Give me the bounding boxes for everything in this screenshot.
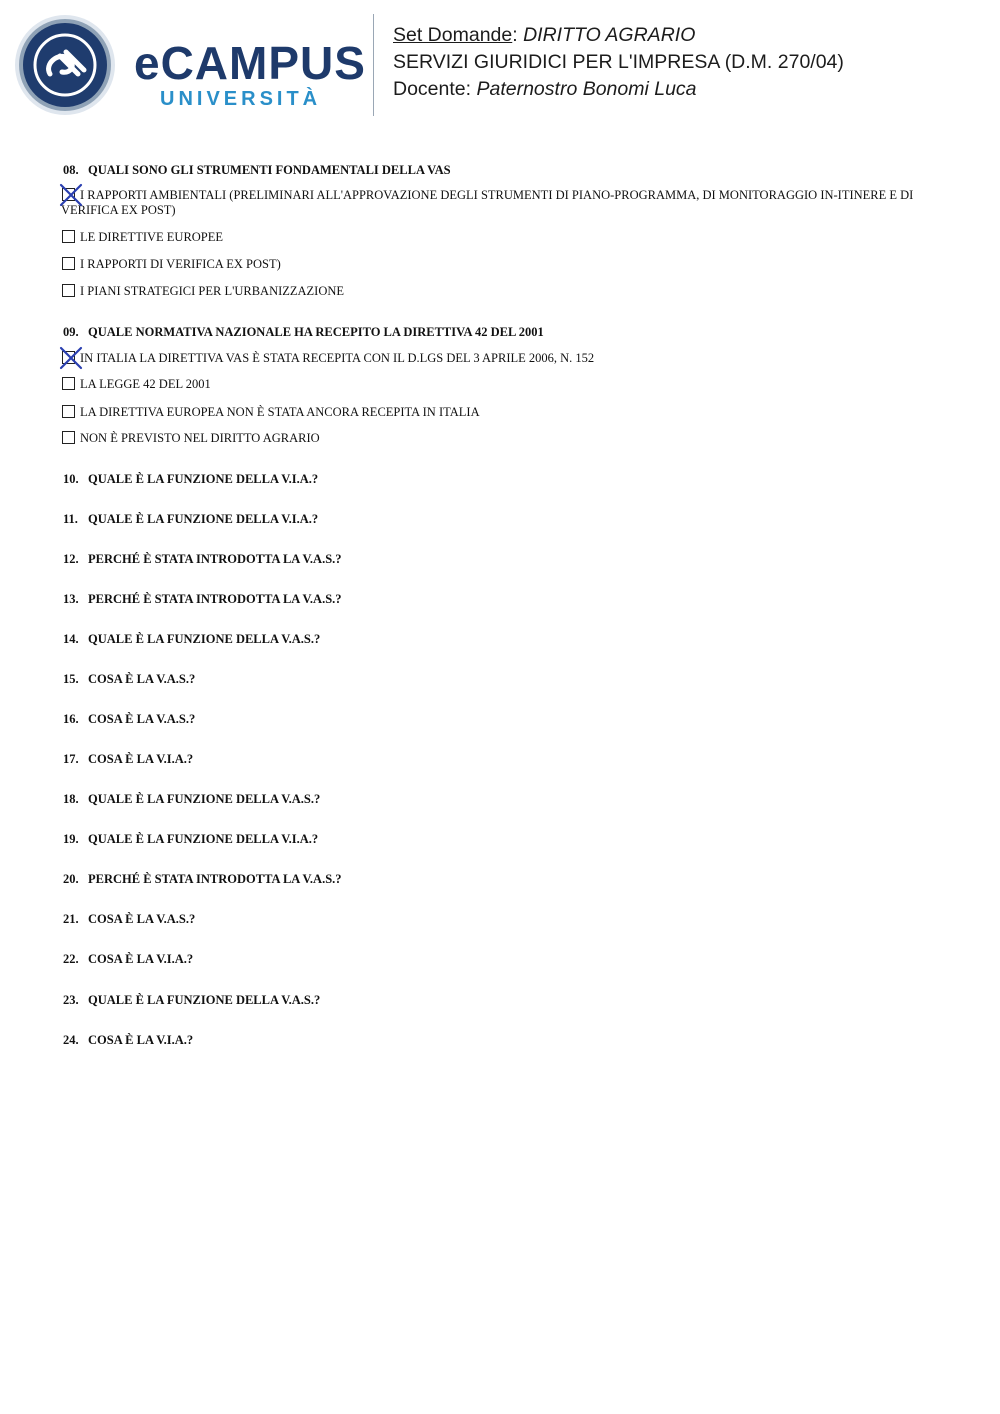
answer-checkbox[interactable] — [62, 405, 75, 418]
answer-text: I RAPPORTI DI VERIFICA EX POST) — [80, 257, 281, 271]
question-11 — [63, 512, 318, 527]
question-text: QUALI SONO GLI STRUMENTI FONDAMENTALI DELLA VAS — [88, 163, 451, 177]
docente-name: Paternostro Bonomi Luca — [476, 78, 697, 100]
question-text: PERCHÉ È STATA INTRODOTTA LA V.A.S.? — [88, 592, 342, 606]
answer-text: LA LEGGE 42 DEL 2001 — [80, 377, 211, 391]
question-19 — [63, 832, 318, 847]
question-number: 10. — [63, 472, 79, 486]
question-number: 14. — [63, 632, 79, 646]
header-docente-line — [393, 78, 697, 100]
question-16 — [63, 712, 195, 727]
answer-checkbox-checked[interactable] — [62, 351, 75, 364]
answer-option[interactable] — [62, 257, 942, 272]
question-text: PERCHÉ È STATA INTRODOTTA LA V.A.S.? — [88, 872, 342, 886]
question-number: 17. — [63, 752, 79, 766]
question-18 — [63, 792, 320, 807]
question-number: 19. — [63, 832, 79, 846]
question-text: QUALE È LA FUNZIONE DELLA V.I.A.? — [88, 472, 319, 486]
answer-checkbox[interactable] — [62, 377, 75, 390]
question-22 — [63, 952, 193, 967]
question-number: 11. — [63, 512, 78, 526]
question-24 — [63, 1033, 193, 1048]
answer-checkbox[interactable] — [62, 230, 75, 243]
answer-option[interactable] — [62, 405, 942, 420]
set-label: Set Domande — [393, 24, 513, 46]
answer-text-continued: VERIFICA EX POST) — [61, 203, 176, 217]
question-text: QUALE È LA FUNZIONE DELLA V.A.S.? — [88, 632, 321, 646]
cross-mark-icon — [59, 183, 83, 207]
question-number: 24. — [63, 1033, 79, 1047]
question-text: QUALE È LA FUNZIONE DELLA V.I.A.? — [88, 512, 319, 526]
answer-text: LA DIRETTIVA EUROPEA NON È STATA ANCORA RECEPITA IN ITALIA — [80, 405, 480, 419]
question-text: COSA È LA V.I.A.? — [88, 752, 194, 766]
question-text: QUALE È LA FUNZIONE DELLA V.A.S.? — [88, 792, 321, 806]
header-set-line — [393, 24, 695, 46]
answer-option[interactable] — [62, 188, 942, 218]
question-number: 12. — [63, 552, 79, 566]
question-number: 15. — [63, 672, 79, 686]
answer-checkbox[interactable] — [62, 431, 75, 444]
set-separator: : — [512, 24, 518, 46]
answer-text: LE DIRETTIVE EUROPEE — [80, 230, 224, 244]
document-header — [0, 0, 1000, 130]
answer-option[interactable] — [62, 351, 942, 366]
question-number: 22. — [63, 952, 79, 966]
question-text: QUALE È LA FUNZIONE DELLA V.A.S.? — [88, 993, 321, 1007]
answer-text: NON È PREVISTO NEL DIRITTO AGRARIO — [80, 431, 320, 445]
question-text: PERCHÉ È STATA INTRODOTTA LA V.A.S.? — [88, 552, 342, 566]
question-text: COSA È LA V.A.S.? — [88, 912, 196, 926]
question-14 — [63, 632, 320, 647]
ecampus-seal-logo — [14, 14, 116, 116]
question-number: 08. — [63, 163, 79, 177]
answer-text: IN ITALIA LA DIRETTIVA VAS È STATA RECEPITA CON IL D.LGS DEL 3 APRILE 2006, N. 152 — [80, 351, 595, 365]
answer-checkbox[interactable] — [62, 284, 75, 297]
question-text: COSA È LA V.I.A.? — [88, 952, 194, 966]
question-text: QUALE NORMATIVA NAZIONALE HA RECEPITO LA DIRETTIVA 42 DEL 2001 — [88, 325, 544, 339]
question-number: 20. — [63, 872, 79, 886]
question-15 — [63, 672, 195, 687]
answer-text: I RAPPORTI AMBIENTALI (PRELIMINARI ALL'APPROVAZIONE DEGLI STRUMENTI DI PIANO-PROGRAMMA, DI MONITORAGGIO IN-ITINERE E DI — [80, 188, 914, 202]
question-number: 21. — [63, 912, 79, 926]
question-17 — [63, 752, 193, 767]
answer-checkbox-checked[interactable] — [62, 188, 75, 201]
brand-subtitle: UNIVERSITÀ — [160, 88, 322, 110]
question-12 — [63, 552, 342, 567]
cross-mark-icon — [59, 346, 83, 370]
answer-checkbox[interactable] — [62, 257, 75, 270]
answer-option[interactable] — [62, 230, 942, 245]
question-21 — [63, 912, 195, 927]
brand-wordmark: eCAMPUS — [134, 37, 366, 89]
question-23 — [63, 993, 320, 1008]
question-10 — [63, 472, 318, 487]
question-number: 09. — [63, 325, 79, 339]
question-number: 13. — [63, 592, 79, 606]
question-text: QUALE È LA FUNZIONE DELLA V.I.A.? — [88, 832, 319, 846]
question-number: 23. — [63, 993, 79, 1007]
answer-option[interactable] — [62, 431, 942, 446]
subject-title: DIRITTO AGRARIO — [523, 24, 696, 46]
question-text: COSA È LA V.A.S.? — [88, 712, 196, 726]
answer-option[interactable] — [62, 284, 942, 299]
header-divider — [373, 14, 374, 116]
course-title: SERVIZI GIURIDICI PER L'IMPRESA (D.M. 270/04) — [393, 51, 844, 73]
docente-label: Docente: — [393, 78, 472, 100]
question-13 — [63, 592, 342, 607]
question-text: COSA È LA V.A.S.? — [88, 672, 196, 686]
question-20 — [63, 872, 342, 887]
question-text: COSA È LA V.I.A.? — [88, 1033, 194, 1047]
question-number: 16. — [63, 712, 79, 726]
question-number: 18. — [63, 792, 79, 806]
question-09 — [63, 325, 544, 340]
answer-text: I PIANI STRATEGICI PER L'URBANIZZAZIONE — [80, 284, 345, 298]
answer-option[interactable] — [62, 377, 942, 392]
question-08 — [63, 163, 451, 178]
